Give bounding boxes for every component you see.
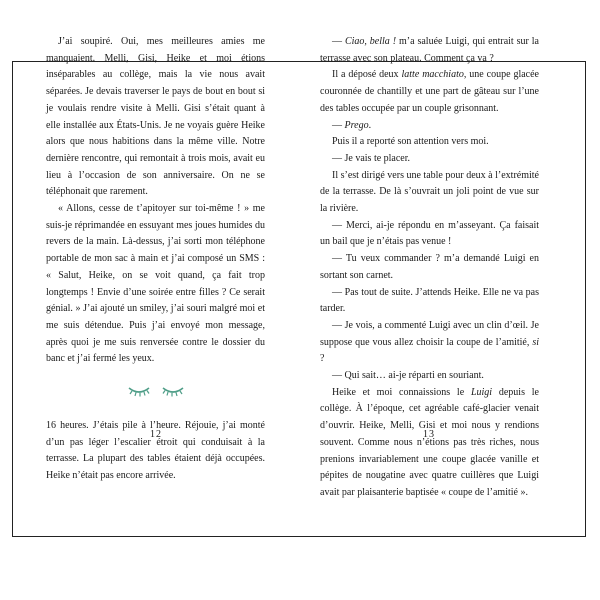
paragraph: — Pas tout de suite. J’attends Heike. Elle ne va pas tarder. <box>320 286 539 315</box>
paragraph: — Je vois, a commenté Luigi avec un clin d’œil. Je suppose que vous allez choisir la coupe de l’amitié, si ? <box>320 319 539 365</box>
paragraph: — Prego. <box>332 119 372 131</box>
paragraph: Il s’est dirigé vers une table pour deux à l’extrémité de la terrasse. De là s’ouvrait un joli point de vue sur la rivière. <box>320 169 539 215</box>
paragraph: — Merci, ai-je répondu en m’asseyant. Ça faisait un bail que je n’étais pas venue ! <box>320 219 539 248</box>
paragraph: — Je vais te placer. <box>332 152 411 164</box>
paragraph: — Qui sait… ai-je réparti en souriant. <box>332 370 484 382</box>
left-page <box>46 34 265 485</box>
page-number-right: 13 <box>423 429 435 440</box>
paragraph: « Allons, cesse de t’apitoyer sur toi-même ! » me suis-je réprimandée en essuyant mes joues humides du revers de la main. Là-dessus, j’ai sorti mon téléphone portable de mon sac à main et j’ai composé un SMS : « Salut, Heike, on se voit quand, ça fait trop longtemps ! Envie d’une soirée entre filles ? Ce serait génial. » J’ai ajouté un smiley, j’ai souri malgré moi et me suis détendue. Puis j’ai envoyé mon message, après quoi je me suis renversée contre le dossier du banc et j’ai fermé les yeux. <box>46 203 265 365</box>
paragraph: Heike et moi connaissions le Luigi depuis le collège. À l’époque, cet agréable café-glacier venait d’ouvrir. Heike, Melli, Gisi et moi nous y rendions souvent. Comme nous n’étions pas très riches, nous prenions invariablement une coupe glacée vanille et pépites de nougatine avec quatre cuillères que Luigi avait par plaisanterie baptisée « coupe de l’amitié ». <box>320 386 539 498</box>
paragraph: J’ai soupiré. Oui, mes meilleures amies me manquaient. Melli, Gisi, Heike et moi étions inséparables au collège, mais la vie nous avait séparées. Je devais traverser le pays de bout en bout si je voulais rendre visite à Melli. Gisi s’était quant à elle installée aux États-Unis. Je ne voyais guère Heike alors que nous habitions dans la même ville. Notre dernière rencontre, qui remontait à trois mois, avait eu lieu à l’occasion de son anniversaire. On ne se téléphonait que rarement. <box>46 36 265 198</box>
paragraph: — Ciao, bella ! m’a saluée Luigi, qui entrait sur la terrasse avec son plateau. Comment ça va ? <box>320 36 539 64</box>
paragraph: — Tu veux commander ? m’a demandé Luigi en sortant son carnet. <box>320 253 539 281</box>
closed-eye-left-icon <box>127 385 151 397</box>
paragraph: 16 heures. J’étais pile à l’heure. Réjouie, j’ai monté d’un pas léger l’escalier étroit qui conduisait à la terrasse. La plupart des tables étaient déjà occupées. Heike n’était pas encore arrivée. <box>46 420 265 482</box>
paragraph: Puis il a reporté son attention vers moi. <box>332 136 489 148</box>
page-number-left: 12 <box>150 429 162 440</box>
closed-eye-right-icon <box>161 385 185 397</box>
paragraph: Il a déposé deux latte macchiato, une coupe glacée couronnée de chantilly et une part de gâteau sur l’une des tables occupée par un couple grisonnant. <box>320 69 539 114</box>
closed-eyes-icon <box>46 374 265 408</box>
